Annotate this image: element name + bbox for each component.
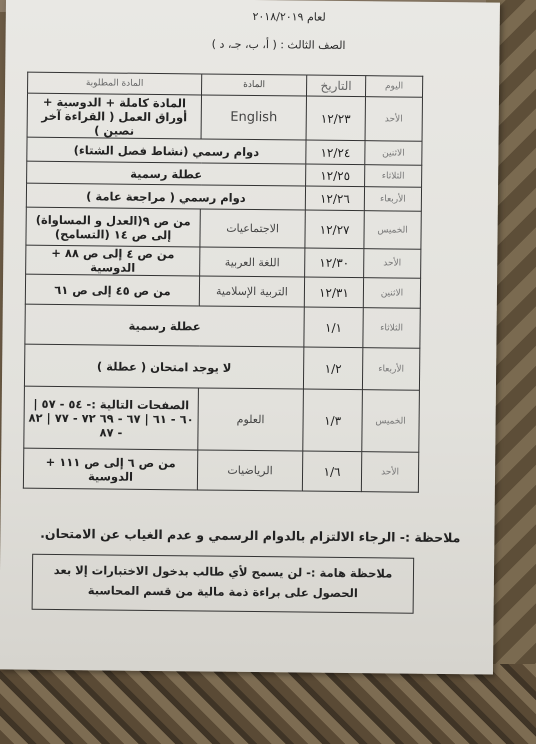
row-material: من ص ٦ إلى ص ١١١ + الدوسية: [23, 448, 197, 490]
row-date: ١٢/٣٠: [305, 248, 364, 278]
row-day: الأحد: [361, 452, 418, 493]
row-date: ١٢/٢٤: [306, 140, 365, 165]
table-row: [26, 207, 421, 249]
row-date: ١/٢: [303, 347, 362, 390]
background-fabric-bottom: [0, 664, 536, 744]
row-day: الأربعاء: [362, 348, 419, 391]
row-material: عطلة رسمية: [27, 161, 306, 186]
row-subject: الاجتماعيات: [200, 209, 305, 248]
table-row: [24, 344, 419, 390]
row-day: الأربعاء: [364, 187, 421, 212]
row-date: ١٢/٢٥: [306, 164, 365, 187]
row-day: الاثنين: [363, 278, 420, 309]
row-subject: العلوم: [198, 388, 304, 451]
important-note-line-2: الحصول على براءة ذمة مالية من قسم المحاسبة: [87, 583, 358, 601]
table-row: [25, 304, 420, 348]
row-date: ١٢/٢٣: [306, 96, 365, 141]
row-material: من ص ٩(العدل و المساواة) إلى ص ١٤ (التسامح): [26, 207, 200, 247]
header-day: اليوم: [365, 76, 422, 98]
table-row: [27, 93, 422, 141]
table-row: [24, 386, 420, 452]
row-date: ١/٦: [302, 451, 361, 492]
grade-sections: الصف الثالث : ( أ، ب، جـ، د ): [211, 37, 346, 52]
header-date: التاريخ: [306, 75, 365, 97]
row-day: الخميس: [364, 211, 421, 250]
row-material: المادة كاملة + الدوسية + أوراق العمل ( القراءة آخر نصين ): [27, 93, 201, 139]
exam-schedule-table: [23, 72, 423, 493]
row-day: الخميس: [362, 390, 420, 453]
important-note-line-1: ملاحظة هامة :- لن يسمح لأي طالب بدخول الاختبارات إلا بعد: [53, 562, 393, 581]
row-day: الاثنين: [365, 141, 422, 166]
important-note-box: [32, 554, 415, 614]
row-material: الصفحات التالية :- ٥٤ - ٥٧ | ٦٠ - ٦١ | ٦٧ - ٦٩ ٧٢ - ٧٧ | ٨٢ - ٨٧: [24, 386, 199, 450]
row-material: دوام رسمي (نشاط فصل الشتاء): [27, 137, 306, 164]
row-date: ١٢/٢٧: [305, 210, 364, 249]
row-day: الثلاثاء: [363, 308, 420, 349]
table-row: [23, 448, 418, 492]
row-day: الأحد: [364, 249, 421, 279]
attendance-note: ملاحظة :- الرجاء الالتزام بالدوام الرسمي و عدم الغياب عن الامتحان.: [40, 525, 461, 546]
row-subject: الرياضيات: [197, 450, 302, 491]
row-date: ١٢/٢٦: [305, 186, 364, 211]
row-subject: التربية الإسلامية: [199, 276, 304, 307]
row-date: ١/١: [304, 307, 363, 348]
table-row: [26, 245, 421, 278]
row-day: الأحد: [365, 97, 422, 142]
row-date: ١٢/٣١: [304, 277, 363, 308]
row-subject: اللغة العربية: [200, 247, 305, 277]
row-material: من ص ٤ إلى ص ٨٨ + الدوسية: [26, 245, 200, 276]
header-material: المادة المطلوبة: [28, 72, 202, 95]
row-material: دوام رسمي ( مراجعة عامة ): [26, 183, 305, 210]
row-subject: English: [201, 95, 306, 140]
row-material: عطلة رسمية: [25, 304, 304, 347]
row-material: لا يوجد امتحان ( عطلة ): [24, 344, 303, 389]
table-row: [25, 274, 420, 308]
row-day: الثلاثاء: [365, 165, 422, 188]
row-material: من ص ٤٥ إلى ص ٦١: [25, 274, 199, 306]
row-date: ١/٣: [303, 389, 363, 452]
academic-year: لعام ٢٠١٨/٢٠١٩: [252, 9, 326, 24]
header-subject: المادة: [202, 74, 307, 96]
